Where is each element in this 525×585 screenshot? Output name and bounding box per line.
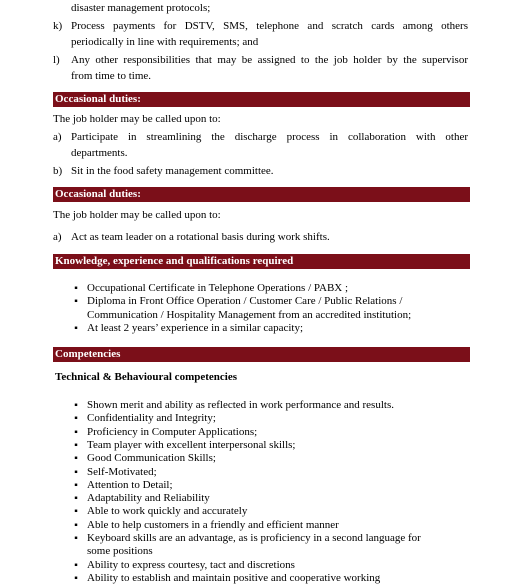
competency-item: Shown merit and ability as reflected in work performance and results. [87, 399, 394, 411]
section-header-competencies: Competencies [53, 347, 470, 362]
competency-item: Ability to establish and maintain positive and cooperative working [87, 571, 381, 584]
duty-text: Process payments for DSTV, SMS, telephone and scratch cards among others [71, 20, 468, 32]
list-marker: b) [53, 165, 63, 177]
competency-item: Attention to Detail; [87, 478, 173, 491]
competency-item: Adaptability and Reliability [87, 492, 210, 505]
bullet-icon: ▪ [74, 519, 78, 531]
bullet-icon: ▪ [74, 559, 78, 571]
competency-item: Able to work quickly and accurately [87, 505, 248, 518]
competency-item: Confidentiality and Integrity; [87, 412, 216, 425]
bullet-icon: ▪ [74, 466, 78, 478]
qualification-item: Occupational Certificate in Telephone Operations / PABX ; [87, 282, 349, 294]
competency-item: Able to help customers in a friendly and efficient manner [87, 518, 339, 531]
bullet-icon: ▪ [74, 283, 78, 294]
bullet-icon: ▪ [74, 479, 78, 491]
bullet-icon: ▪ [74, 493, 78, 505]
duty-text: Act as team leader on a rotational basis during work shifts. [71, 231, 330, 243]
bullet-icon: ▪ [74, 453, 78, 465]
competency-item: some positions [87, 545, 153, 558]
intro-text: The job holder may be called upon to: [53, 209, 221, 221]
competency-item: Proficiency in Computer Applications; [87, 425, 258, 438]
duty-continuation: disaster management protocols; [71, 2, 211, 14]
duty-text: Participate in streamlining the discharge process in collaboration with other [71, 131, 468, 143]
bullet-icon: ▪ [74, 323, 78, 334]
bullet-icon: ▪ [74, 439, 78, 451]
duty-text: Sit in the food safety management committee. [71, 165, 274, 177]
competency-item: Good Communication Skills; [87, 452, 216, 465]
qualification-item: Communication / Hospitality Management from an accredited institution; [87, 309, 412, 321]
list-marker: l) [53, 54, 60, 66]
bullet-icon: ▪ [74, 533, 78, 544]
duty-text: periodically in line with requirements; and [71, 36, 259, 48]
duty-text: Any other responsibilities that may be assigned to the job holder by the supervisor [71, 54, 468, 66]
list-marker: a) [53, 131, 62, 143]
list-marker: k) [53, 20, 63, 32]
competency-item: Self-Motivated; [87, 465, 157, 478]
competency-item: Ability to express courtesy, tact and discretions [87, 558, 295, 571]
competency-item: Keyboard skills are an advantage, as is proficiency in a second language for [87, 532, 421, 544]
bullet-icon: ▪ [74, 413, 78, 425]
qualification-item: Diploma in Front Office Operation / Customer Care / Public Relations / [87, 295, 403, 307]
bullet-icon: ▪ [74, 426, 78, 438]
duty-text: from time to time. [71, 70, 152, 82]
section-header-occasional-duties-2: Occasional duties: [53, 187, 470, 202]
section-header-occasional-duties: Occasional duties: [53, 92, 470, 107]
competency-item: Team player with excellent interpersonal skills; [87, 438, 296, 451]
bullet-icon: ▪ [74, 506, 78, 518]
bullet-icon: ▪ [74, 400, 78, 411]
list-marker: a) [53, 231, 62, 243]
qualification-item: At least 2 years’ experience in a similar capacity; [87, 322, 304, 334]
subheading: Technical & Behavioural competencies [55, 371, 237, 383]
intro-text: The job holder may be called upon to: [53, 113, 221, 125]
section-header-knowledge: Knowledge, experience and qualifications required [53, 254, 470, 269]
duty-text: departments. [71, 147, 128, 159]
bullet-icon: ▪ [74, 296, 78, 307]
bullet-icon: ▪ [74, 572, 78, 584]
